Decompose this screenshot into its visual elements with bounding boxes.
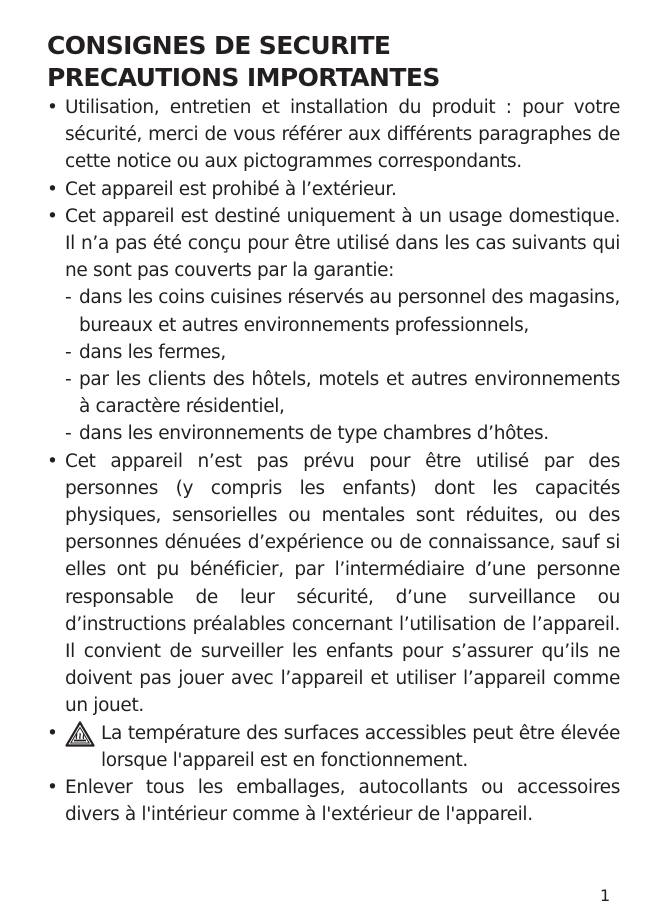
bullet-marker: •	[47, 450, 58, 472]
dash-marker: -	[65, 369, 72, 391]
sub-list-item	[65, 366, 620, 420]
list-item	[47, 720, 620, 774]
dash-marker: -	[65, 341, 72, 363]
title-line-2: PRECAUTIONS IMPORTANTES	[47, 63, 440, 92]
bullet-marker: •	[47, 97, 58, 118]
list-item	[47, 448, 620, 720]
title-line-1: CONSIGNES DE SECURITE	[47, 31, 391, 60]
sub-list-item-text: dans les fermes,	[79, 341, 226, 363]
list-item-text: La température des surfaces accessibles peut être élevée lorsque l'appareil est en fonctionnement.	[101, 722, 620, 771]
list-item-text: Enlever tous les emballages, autocollants ou accessoires divers à l'intérieur comme à l'extérieur de l'appareil.	[65, 777, 620, 826]
hot-surface-note	[65, 720, 620, 774]
sub-list-item-text: dans les coins cuisines réservés au personnel des magasins, bureaux et autres environnements professionnels,	[79, 287, 620, 336]
list-item	[47, 774, 620, 828]
sub-list-item-text: dans les environnements de type chambres d’hôtes.	[79, 423, 549, 445]
list-item	[47, 94, 620, 176]
sub-list-item	[65, 284, 620, 338]
dash-marker: -	[65, 287, 72, 309]
sub-list	[65, 284, 620, 447]
sub-list-item-text: par les clients des hôtels, motels et autres environnements à caractère résidentiel,	[79, 369, 620, 418]
bullet-marker: •	[47, 777, 58, 799]
page-number: 1	[600, 886, 611, 905]
bullet-marker: •	[47, 178, 58, 200]
page-title	[47, 30, 620, 94]
hot-surface-warning-icon	[65, 721, 95, 747]
sub-list-item	[65, 339, 620, 366]
dash-marker: -	[65, 423, 72, 445]
bullet-marker: •	[47, 722, 58, 744]
bullet-marker: •	[47, 205, 58, 227]
list-item-text: Cet appareil est destiné uniquement à un usage domestique. Il n’a pas été conçu pour être utilisé dans les cas suivants qui ne sont pas couverts par la garantie:	[65, 205, 620, 282]
list-item-text: Cet appareil n’est pas prévu pour être utilisé par des personnes (y compris les enfants) dont les capacités physiques, sensorielles ou mentales sont réduites, ou des personnes dénuées d’expérience ou de connaissance, sauf si elles ont pu bénéficier, par l’intermédiaire d’une personne responsable de leur sécurité, d’une surveillance ou d’instructions préalables concernant l’utilisation de l’appareil. Il convient de surveiller les enfants pour s’assurer qu’ils ne doivent pas jouer avec l’appareil et utiliser l’appareil comme un jouet.	[65, 450, 620, 717]
document-page	[47, 30, 620, 828]
list-item-text: Cet appareil est prohibé à l’extérieur.	[65, 178, 397, 200]
list-item-text: Utilisation, entretien et installation du produit : pour votre sécurité, merci de vous référer aux différents paragraphes de cette notice ou aux pictogrammes correspondants.	[65, 97, 620, 173]
safety-instructions-list	[47, 94, 620, 828]
list-item	[47, 203, 620, 448]
list-item	[47, 176, 620, 203]
sub-list-item	[65, 420, 620, 447]
